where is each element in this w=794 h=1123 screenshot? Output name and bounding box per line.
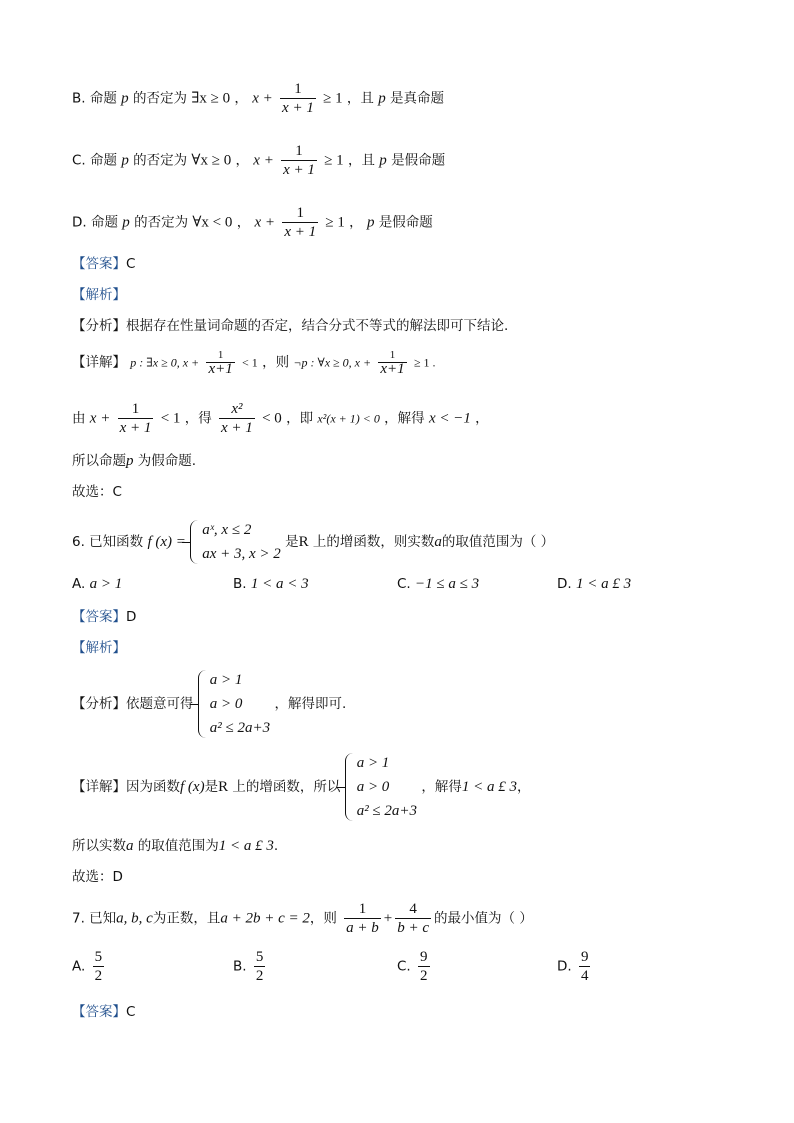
q6-option-b	[233, 576, 309, 593]
math-quantifier: ∃x ≥ 0	[191, 90, 231, 107]
text: ，	[234, 90, 248, 107]
text: ，则	[309, 910, 337, 927]
text: 由	[72, 410, 86, 427]
math-var: p	[126, 453, 134, 469]
math-var: p	[379, 152, 387, 169]
numerator: 4	[395, 900, 431, 919]
fraction	[418, 948, 430, 985]
analysis-tag: 【解析】	[72, 640, 126, 656]
case-row: aˣ, x ≤ 2	[202, 522, 252, 538]
math-result: 1 < a £ 3	[461, 779, 517, 795]
text: 依题意可得	[126, 696, 194, 712]
text: 所以实数	[72, 838, 126, 854]
denominator: x + 1	[221, 420, 253, 436]
numerator: 9	[420, 949, 428, 965]
text: 是真命题	[390, 90, 444, 107]
math-quantifier: ∀x < 0	[192, 214, 233, 231]
fraction	[280, 80, 316, 117]
denominator: x+1	[380, 361, 405, 377]
q5-option-b	[72, 80, 444, 117]
numerator: 5	[255, 949, 264, 965]
answer-value: C	[126, 256, 136, 272]
math-var: a	[434, 534, 442, 550]
q7-stem	[72, 900, 533, 937]
math-expr: f (x)	[180, 779, 205, 795]
option-label: C.	[397, 576, 411, 592]
fraction	[281, 142, 317, 179]
choose-text: 故选：C	[72, 484, 122, 500]
system-row: a² ≤ 2a+3	[356, 803, 418, 819]
math-ineq: ≥ 1	[324, 152, 344, 169]
q6-detail	[72, 751, 530, 823]
text: 因为函数	[126, 779, 180, 795]
numerator: 5	[94, 949, 103, 965]
math-expr: f (x) =	[147, 534, 186, 550]
text: ，	[516, 779, 531, 795]
numerator: 1	[282, 204, 318, 223]
denominator: a + b	[346, 920, 379, 936]
denominator: x + 1	[284, 224, 317, 240]
fenxi-text: 根据存在性量词命题的否定，结合分式不等式的解法即可下结论.	[126, 318, 509, 334]
option-label: B.	[233, 958, 247, 975]
math-result: x < −1	[428, 410, 471, 427]
question-number: 7. 已知	[72, 910, 117, 927]
math-op: +	[383, 910, 393, 927]
text: 为假命题.	[133, 453, 197, 469]
fraction	[118, 400, 154, 437]
q6-jiexi	[72, 638, 126, 658]
denominator: x + 1	[119, 420, 152, 436]
math-expr: p : ∃x ≥ 0, x +	[130, 355, 200, 370]
q6-conclusion	[72, 836, 278, 856]
math-expr: ¬p : ∀x ≥ 0, x +	[293, 355, 372, 370]
system-brace	[198, 668, 270, 740]
brace-icon	[190, 520, 199, 564]
q5-fenxi	[72, 316, 508, 336]
numerator: 1	[344, 900, 381, 919]
system-row: a > 1	[356, 755, 390, 771]
numerator: x²	[219, 400, 255, 419]
q7-option-b	[233, 948, 268, 985]
fraction	[254, 948, 266, 985]
option-value: 1 < a < 3	[250, 576, 309, 592]
detail-tag: 【详解】	[72, 779, 126, 795]
text: 是	[285, 534, 299, 550]
choose-text: 故选：D	[72, 869, 123, 885]
math-expr: x +	[254, 214, 276, 231]
text: 的取值范围为（ ）	[441, 534, 555, 550]
text: ，即	[286, 410, 314, 427]
math-var: p	[366, 214, 375, 231]
text: 的取值范围为	[133, 838, 219, 854]
option-label: C. 命题	[72, 152, 118, 169]
option-value: a > 1	[89, 576, 123, 592]
text: ，且	[347, 152, 380, 169]
text: 上的增函数，则实数	[308, 534, 435, 550]
fraction	[93, 948, 105, 985]
q5-choose	[72, 482, 122, 502]
denominator: b + c	[397, 920, 430, 936]
fenxi-tag: 【分析】	[72, 696, 126, 712]
math-expr: x +	[252, 90, 273, 107]
option-label: A.	[72, 576, 86, 592]
brace-icon	[198, 670, 207, 738]
denominator: 2	[255, 968, 264, 984]
math-quantifier: ∀x ≥ 0	[191, 152, 232, 169]
question-number: 6. 已知函数	[72, 534, 144, 550]
fenxi-tag: 【分析】	[72, 318, 126, 334]
text: 所以命题	[72, 453, 126, 469]
math-set: R	[218, 779, 229, 795]
text: ，且	[346, 90, 379, 107]
q5-conclusion	[72, 451, 196, 471]
answer-tag: 【答案】	[72, 1004, 126, 1020]
denominator: x+1	[208, 361, 233, 377]
text: ，	[475, 410, 489, 427]
fraction	[378, 349, 406, 376]
text: 的否定为	[133, 152, 192, 169]
numerator: 1	[118, 400, 154, 419]
case-row: ax + 3, x > 2	[202, 546, 281, 562]
math-var: p	[378, 90, 386, 107]
numerator: 1	[281, 142, 317, 161]
fraction	[344, 900, 381, 937]
denominator: 4	[580, 968, 589, 984]
q5-option-d	[72, 204, 433, 241]
text: ，解得即可.	[274, 696, 347, 712]
text: 是	[204, 779, 219, 795]
math-vars: a, b, c	[116, 910, 153, 927]
text: 上的增函数，所以	[228, 779, 341, 795]
text: ，解得	[421, 779, 462, 795]
numerator: 1	[280, 80, 316, 99]
text: 为正数，且	[152, 910, 221, 927]
math-ineq: ≥ 1 .	[413, 355, 436, 370]
q6-option-c	[397, 576, 479, 593]
q7-option-a	[72, 948, 107, 985]
math-ineq: ≥ 1	[323, 90, 343, 107]
fraction	[282, 204, 318, 241]
option-label: C.	[397, 958, 411, 975]
q5-detail	[72, 349, 436, 376]
numerator: 9	[580, 949, 589, 965]
option-label: A.	[72, 958, 86, 975]
denominator: 2	[94, 968, 103, 984]
system-brace	[345, 751, 417, 823]
q5-answer	[72, 254, 135, 274]
analysis-tag: 【解析】	[72, 287, 126, 303]
q5-derivation	[72, 400, 489, 437]
detail-tag: 【详解】	[72, 354, 126, 371]
text: 是假命题	[391, 152, 446, 169]
piecewise-brace	[190, 518, 281, 566]
numerator: 1	[378, 349, 406, 363]
text: ，则	[262, 354, 290, 371]
q6-option-d	[557, 576, 631, 593]
text: .	[273, 838, 279, 854]
option-label: D. 命题	[72, 214, 118, 231]
q6-choose	[72, 867, 123, 887]
math-ineq: < 1	[160, 410, 181, 427]
q7-option-d	[557, 948, 593, 985]
option-label: B.	[233, 576, 247, 592]
system-row: a² ≤ 2a+3	[209, 720, 271, 736]
denominator: x + 1	[282, 100, 314, 116]
numerator: 1	[206, 349, 234, 363]
option-value: 1 < a £ 3	[575, 576, 632, 592]
math-result: 1 < a £ 3	[218, 838, 274, 854]
math-expr: x²(x + 1) < 0	[317, 411, 380, 426]
q6-option-a	[72, 576, 122, 593]
math-ineq: < 0	[262, 410, 282, 427]
system-row: a > 0	[356, 779, 390, 795]
math-var: p	[122, 214, 130, 231]
option-value: −1 ≤ a ≤ 3	[415, 576, 480, 592]
fraction	[395, 900, 431, 937]
answer-tag: 【答案】	[72, 256, 126, 272]
math-ineq: ≥ 1	[325, 214, 345, 231]
q6-answer	[72, 607, 136, 627]
text: 的最小值为（ ）	[434, 910, 533, 927]
option-label: B. 命题	[72, 90, 117, 107]
answer-tag: 【答案】	[72, 609, 126, 625]
math-expr: x +	[89, 410, 111, 427]
math-set: R	[298, 534, 309, 550]
text: ，	[236, 214, 251, 231]
text: 的否定为	[134, 214, 193, 231]
denominator: 2	[420, 968, 428, 984]
text: ，解得	[384, 410, 425, 427]
option-label: D.	[557, 576, 572, 592]
math-var: p	[121, 90, 129, 107]
q6-fenxi	[72, 668, 346, 740]
math-ineq: < 1	[242, 355, 258, 370]
text: ，得	[184, 410, 212, 427]
text: ，	[235, 152, 249, 169]
fraction	[579, 948, 591, 985]
answer-value: D	[126, 609, 137, 625]
q6-stem	[72, 518, 554, 566]
q5-jiexi	[72, 285, 126, 305]
text: 的否定为	[132, 90, 192, 107]
q7-answer	[72, 1002, 135, 1022]
option-label: D.	[557, 958, 572, 975]
system-row: a > 0	[209, 696, 243, 712]
system-row: a > 1	[209, 672, 243, 688]
text: 是假命题	[378, 214, 433, 231]
text: ，	[349, 214, 363, 231]
fraction	[206, 349, 234, 376]
denominator: x + 1	[283, 162, 315, 178]
math-condition: a + 2b + c = 2	[220, 910, 310, 927]
q7-option-c	[397, 948, 433, 985]
answer-value: C	[126, 1004, 136, 1020]
math-var: p	[121, 152, 129, 169]
math-expr: x +	[253, 152, 274, 169]
fraction	[219, 400, 255, 437]
math-var: a	[126, 838, 134, 854]
q5-option-c	[72, 142, 445, 179]
brace-icon	[345, 753, 354, 821]
